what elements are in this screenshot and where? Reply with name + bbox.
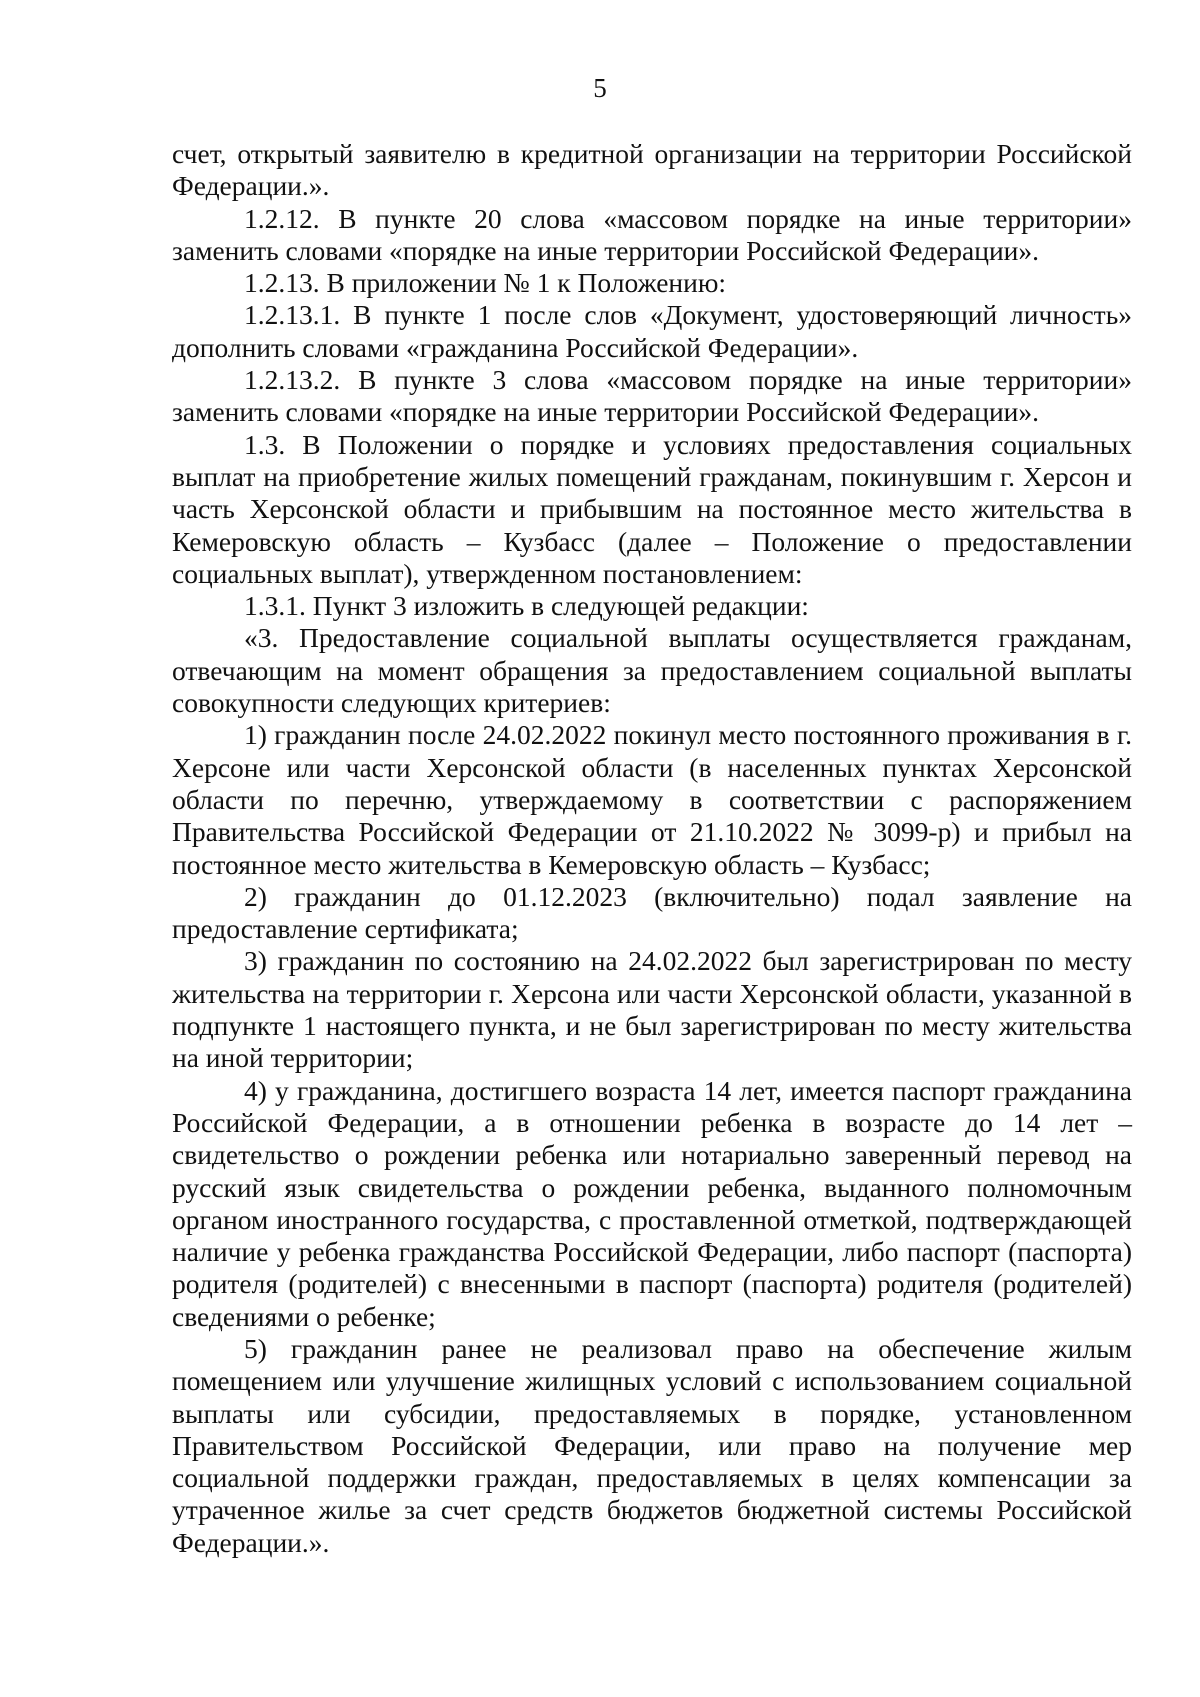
paragraph: 1.3. В Положении о порядке и условиях предоставления социальных выплат на приобретение жилых помещений гражданам, покинувшим г. Херсон и часть Херсонской области и прибывшим на постоянное место жительства в Кемеровскую область – Кузбасс (далее – Положение о предоставлении социальных выплат), утвержденном постановлением: (172, 428, 1132, 589)
document-body (172, 138, 1132, 1559)
paragraph: счет, открытый заявителю в кредитной организации на территории Российской Федерации.». (172, 138, 1132, 202)
paragraph: 1.2.13.2. В пункте 3 слова «массовом порядке на иные территории» заменить словами «порядке на иные территории Российской Федерации». (172, 364, 1132, 428)
list-item: 3) гражданин по состоянию на 24.02.2022 был зарегистрирован по месту жительства на территории г. Херсона или части Херсонской области, указанной в подпункте 1 настоящего пункта, и не был зарегистрирован по месту жительства на иной территории; (172, 945, 1132, 1074)
list-item: 5) гражданин ранее не реализовал право на обеспечение жилым помещением или улучшение жилищных условий с использованием социальной выплаты или субсидии, предоставляемых в порядке, установленном Правительством Российской Федерации, или право на получение мер социальной поддержки граждан, предоставляемых в целях компенсации за утраченное жилье за счет средств бюджетов бюджетной системы Российской Федерации.». (172, 1332, 1132, 1558)
page-number: 5 (593, 73, 607, 103)
list-item: 2) гражданин до 01.12.2023 (включительно) подал заявление на предоставление сертификата; (172, 880, 1132, 945)
paragraph: «3. Предоставление социальной выплаты осуществляется гражданам, отвечающим на момент обращения за предоставлением социальной выплаты совокупности следующих критериев: (172, 622, 1132, 719)
list-item: 1) гражданин после 24.02.2022 покинул место постоянного проживания в г. Херсоне или части Херсонской области (в населенных пунктах Херсонской области по перечню, утверждаемому в соответствии с распоряжением Правительства Российской Федерации от 21.10.2022 № 3099-р) и прибыл на постоянное место жительства в Кемеровскую область – Кузбасс; (172, 719, 1132, 880)
paragraph: 1.3.1. Пункт 3 изложить в следующей редакции: (244, 590, 809, 622)
list-item: 4) у гражданина, достигшего возраста 14 лет, имеется паспорт гражданина Российской Федерации, а в отношении ребенка в возрасте до 14 лет – свидетельство о рождении ребенка или нотариально заверенный перевод на русский язык свидетельства о рождении ребенка, выданного полномочным органом иностранного государства, с проставленной отметкой, подтверждающей наличие у ребенка гражданства Российской Федерации, либо паспорт (паспорта) родителя (родителей) с внесенными в паспорт (паспорта) родителя (родителей) сведениями о ребенке; (172, 1074, 1132, 1332)
paragraph: 1.2.13. В приложении № 1 к Положению: (244, 267, 727, 299)
paragraph: 1.2.12. В пункте 20 слова «массовом порядке на иные территории» заменить словами «порядке на иные территории Российской Федерации». (172, 202, 1132, 266)
paragraph: 1.2.13.1. В пункте 1 после слов «Документ, удостоверяющий личность» дополнить словами «гражданина Российской Федерации». (172, 299, 1132, 363)
